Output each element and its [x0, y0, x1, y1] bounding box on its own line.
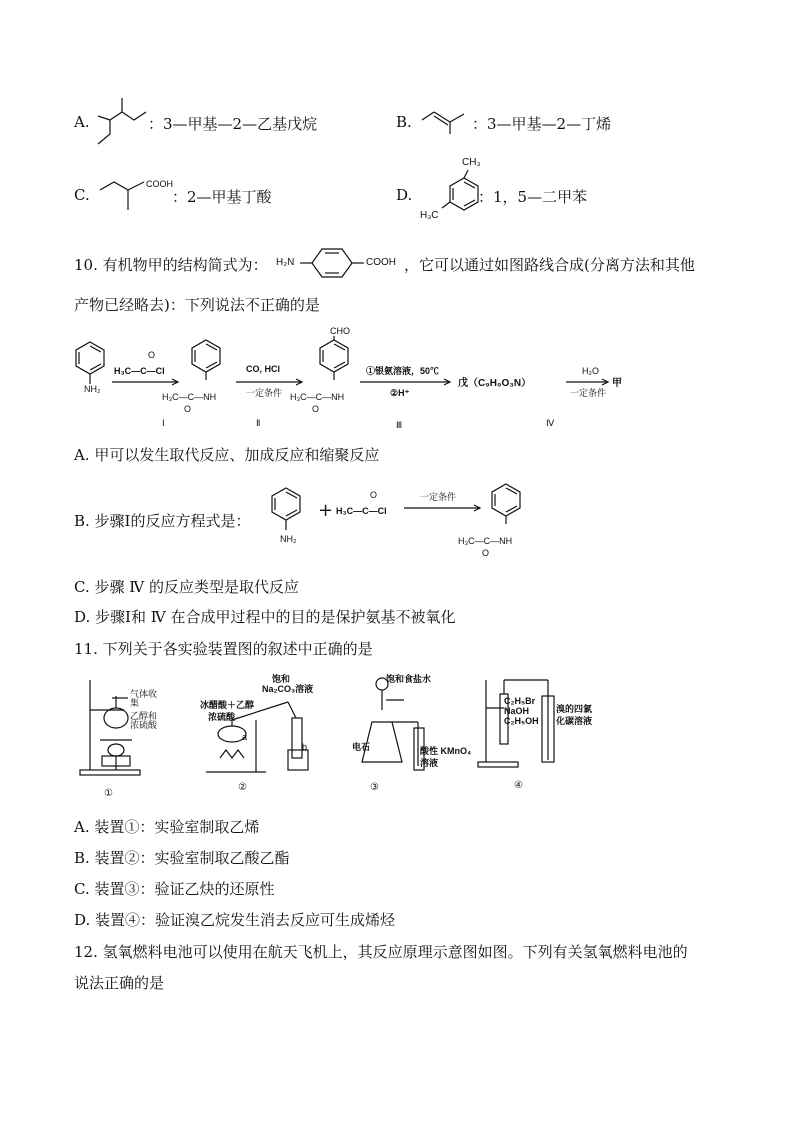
q9-option-a-name: ：3—甲基—2—乙基戊烷	[148, 115, 318, 133]
q12-stem-line2: 说法正确的是	[74, 974, 165, 992]
q10-option-b-o-2: O	[482, 548, 490, 558]
q11-d4-reag3-label: C₂H₅OH	[504, 716, 539, 726]
q10-cooh: COOH	[366, 257, 396, 268]
q10-scheme-acyl-reagent: H₃C—C—Cl	[114, 366, 165, 376]
q10-scheme-step3-bottom: ②H⁺	[390, 388, 410, 398]
q11-d2-top2-label: Na₂CO₃溶液	[262, 684, 314, 694]
q11-d1-gas-label: 气体收集	[130, 689, 158, 708]
q11-d2-left2-label: 浓硫酸	[208, 712, 236, 722]
q11-d4-reag2-label: NaOH	[504, 706, 530, 716]
q9-option-d-ch3-top: CH₃	[462, 157, 481, 168]
q10-scheme-acetamide-2: H₃C—C—NH	[290, 392, 345, 402]
q9-option-b-name: ：3—甲基—2—丁烯	[472, 115, 612, 133]
q11-number-1: ①	[104, 788, 113, 799]
q10-step-label-1: Ⅰ	[162, 418, 165, 428]
q10-scheme-o-1: O	[148, 350, 156, 360]
q10-option-b-aniline	[266, 484, 306, 540]
q11-d3-left-label: 电石	[352, 742, 371, 752]
q11-d3-right2-label: 溶液	[420, 758, 439, 768]
q10-scheme-acetamide-1: H₃C—C—NH	[162, 392, 217, 402]
q10-scheme-benzene-aldehyde	[314, 336, 354, 386]
q10-scheme-step4-bottom: 一定条件	[570, 388, 607, 398]
q10-scheme-intermediate: 戊（C₉H₉O₃N）	[458, 378, 532, 389]
q11-d2-b-label: b	[302, 742, 308, 752]
q9-option-c-letter: C.	[74, 186, 90, 204]
q10-option-b-acyl: H₃C—C—Cl	[336, 506, 387, 516]
q9-option-c-structure	[98, 178, 148, 214]
q9-option-d-name: ：1，5—二甲苯	[478, 188, 588, 206]
q11-d3-top-label: 饱和食盐水	[386, 674, 432, 684]
q10-scheme-step4-top: H₂O	[582, 366, 599, 376]
q11-option-b: B. 装置②：实验室制取乙酸乙酯	[74, 849, 290, 867]
q11-number-2: ②	[238, 782, 247, 793]
q9-option-a-structure	[94, 92, 154, 148]
q10-option-b-acetanilide	[486, 480, 526, 530]
q10-scheme-o-3: O	[312, 404, 320, 414]
q10-h2n: H₂N	[276, 257, 295, 268]
q11-d1-acid-label: 乙醇和浓硫酸	[130, 711, 158, 730]
q10-option-a: A. 甲可以发生取代反应、加成反应和缩聚反应	[74, 446, 380, 464]
q11-number-3: ③	[370, 782, 379, 793]
q11-option-c: C. 装置③：验证乙炔的还原性	[74, 880, 275, 898]
q9-option-c-cooh: COOH	[146, 179, 173, 189]
q11-d3-right-label: 酸性 KMnO₄	[420, 746, 472, 756]
q10-option-b-plus: +	[318, 500, 334, 521]
q10-option-c: C. 步骤 Ⅳ 的反应类型是取代反应	[74, 578, 300, 596]
q11-d2-left-label: 冰醋酸＋乙醇	[200, 700, 255, 710]
q10-scheme-step2-top: CO, HCl	[246, 364, 281, 374]
q11-stem: 11. 下列关于各实验装置图的叙述中正确的是	[74, 640, 373, 658]
q10-option-b-prefix: B. 步骤Ⅰ的反应方程式是：	[74, 512, 251, 530]
q9-option-a-letter: A.	[74, 113, 90, 131]
q10-stem-prefix: 10. 有机物甲的结构简式为：	[74, 256, 268, 274]
q10-scheme-step2-bottom: 一定条件	[246, 388, 283, 398]
q9-option-c-name: ：2—甲基丁酸	[172, 188, 272, 206]
q10-scheme-cho: CHO	[330, 326, 350, 336]
q11-d4-reag1-label: C₂H₅Br	[504, 696, 536, 706]
q9-option-d-ch3-bottom: H₃C	[420, 210, 439, 221]
q11-option-d: D. 装置④：验证溴乙烷发生消去反应可生成烯烃	[74, 911, 396, 929]
q10-step-label-2: Ⅱ	[256, 418, 261, 428]
q10-option-b-condition: 一定条件	[420, 492, 457, 502]
q10-option-b-acetamide: H₃C—C—NH	[458, 536, 513, 546]
q10-scheme-product: 甲	[612, 378, 622, 389]
q10-option-d: D. 步骤Ⅰ和 Ⅳ 在合成甲过程中的目的是保护氨基不被氧化	[74, 608, 456, 626]
q10-option-b-o-1: O	[370, 490, 378, 500]
q9-option-d-letter: D.	[396, 186, 413, 204]
q10-scheme-step3-top: ①银氨溶液，50℃	[366, 366, 440, 376]
q9-option-b-structure	[420, 104, 470, 136]
q11-number-4: ④	[514, 780, 523, 791]
q10-option-b-arrow	[404, 504, 484, 514]
q10-step-label-3: Ⅲ	[396, 420, 403, 430]
q10-scheme-nh2: NH₂	[84, 384, 101, 394]
q10-scheme-arrow-3	[360, 378, 454, 388]
q12-stem-line1: 12. 氢氧燃料电池可以使用在航天飞机上，其反应原理示意图如图。下列有关氢氧燃料电池的	[74, 943, 688, 961]
q10-option-b-nh2: NH₂	[280, 534, 297, 544]
q11-d2-a-label: a	[242, 732, 248, 742]
q10-stem-suffix: ，它可以通过如图路线合成(分离方法和其他	[404, 256, 695, 274]
q11-d4-right-label: 溴的四氯	[556, 704, 593, 714]
q11-d2-top-label: 饱和	[272, 674, 291, 684]
q10-stem-line2: 产物已经略去)：下列说法不正确的是	[74, 296, 320, 314]
q10-scheme-o-2: O	[184, 404, 192, 414]
q11-option-a: A. 装置①：实验室制取乙烯	[74, 818, 260, 836]
q10-target-structure	[300, 244, 370, 284]
q11-d4-right2-label: 化碳溶液	[556, 716, 593, 726]
q10-scheme-benzene-acetanilide	[186, 336, 226, 386]
q10-step-label-4: Ⅳ	[546, 418, 555, 428]
q9-option-b-letter: B.	[396, 113, 412, 131]
q10-scheme-arrow-1	[112, 378, 182, 388]
